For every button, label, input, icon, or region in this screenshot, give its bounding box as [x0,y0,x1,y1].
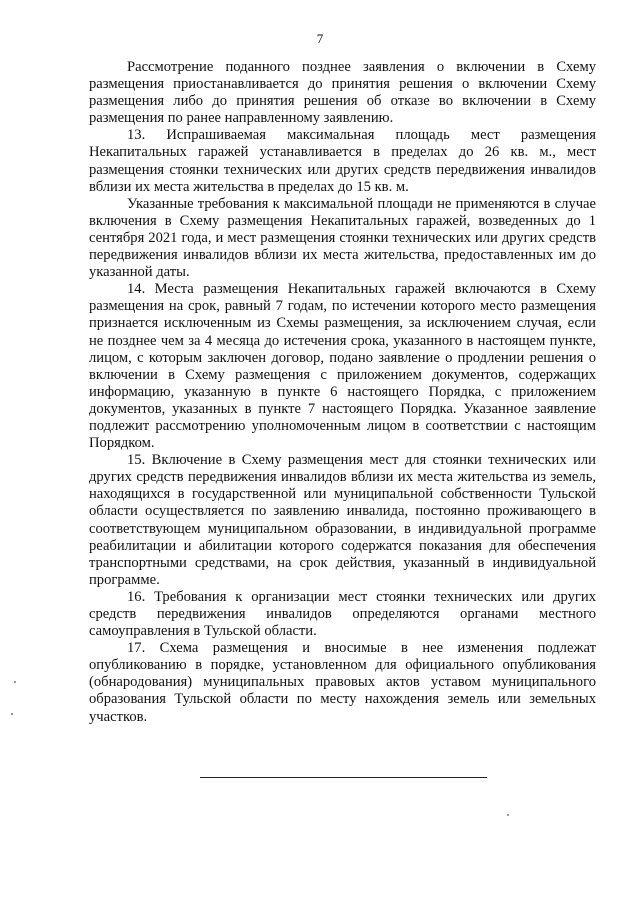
paragraph-consideration: Рассмотрение поданного позднее заявления о включении в Схему размещения приостанавливается до принятия решения о включении Схему размещения либо до принятия решения об отказе во включении в Схему размещения по ранее направленному заявлению. [89,59,596,127]
paragraph-13-exception: Указанные требования к максимальной площади не применяются в случае включения в Схему размещения Некапитальных гаражей, возведенных до 1 сентября 2021 года, и мест размещения стоянки технических или других средств передвижения инвалидов вблизи их места жительства, предоставленных им до указанной даты. [89,195,596,281]
page-number: 7 [316,31,324,46]
paragraph-14: 14. Места размещения Некапитальных гаражей включаются в Схему размещения на срок, равный 7 годам, по истечении которого место размещения признается исключенным из Схемы размещения, за исключением случая, если не позднее чем за 4 месяца до истечения срока, указанного в настоящем пункте, лицом, с которым заключен договор, подано заявление о продлении решения о включении в Схему размещения с приложением документов, содержащих информацию, указанную в пункте 6 настоящего Порядка, с приложением документов, указанных в пункте 7 настоящего Порядка. Указанное заявление подлежит рассмотрению уполномоченным лицом в соответствии с настоящим Порядком. [89,281,596,452]
paragraph-17: 17. Схема размещения и вносимые в нее изменения подлежат опубликованию в порядке, установленном для официального опубликования (обнародования) муниципальных правовых актов уставом муниципального образования Тульской области по месту нахождения земель или земельных участков. [89,640,596,725]
paragraph-16: 16. Требования к организации мест стоянки технических или других средств передвижения инвалидов определяются органами местного самоуправления в Тульской области. [89,588,596,640]
scan-speck [14,681,16,683]
document-body [89,59,596,726]
paragraph-15: 15. Включение в Схему размещения мест для стоянки технических или других средств передвижения инвалидов вблизи их места жительства из земель, находящихся в государственной или муниципальной собственности Тульской области осуществляется по заявлению инвалида, постоянно проживающего в соответствующем муниципальном образовании, в индивидуальной программе реабилитации и абилитации которого содержатся показания для обеспечения транспортными средствами, на срок действия, указанный в индивидуальной программе. [89,452,596,588]
scan-speck [11,713,13,715]
scan-speck [507,814,509,816]
end-divider-line [200,777,487,778]
paragraph-13: 13. Испрашиваемая максимальная площадь мест размещения Некапитальных гаражей устанавливается в пределах до 26 кв. м., мест размещения стоянки технических или других средств передвижения инвалидов вблизи их места жительства в пределах до 15 кв. м. [89,127,596,195]
